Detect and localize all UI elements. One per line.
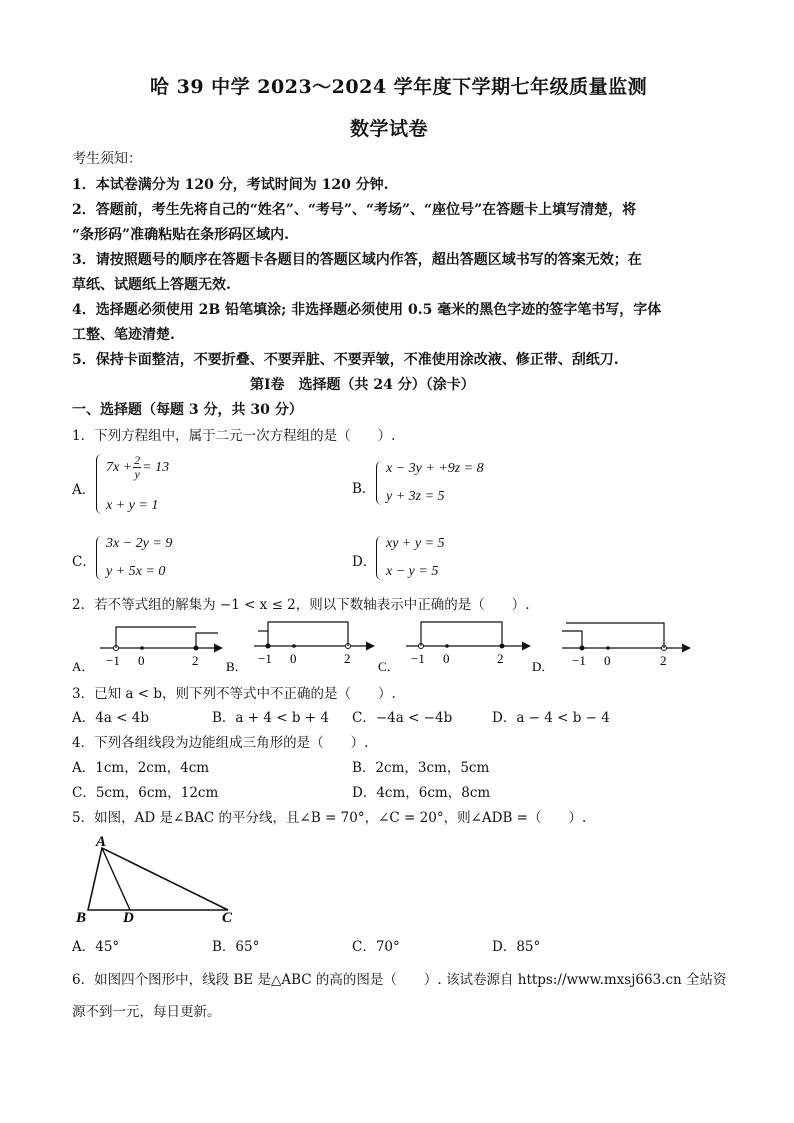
q1-option-b-system — [376, 461, 484, 505]
notice-line: 3．请按照题号的顺序在答题卡各题目的答题区域内作答，超出答题区域书写的答案无效；在 — [72, 252, 642, 268]
q5-triangle-figure — [72, 830, 252, 930]
q1-option-d-label: D． — [352, 554, 377, 570]
notice-line: 工整、笔迹清楚. — [72, 327, 175, 343]
q1-option-a-system — [96, 454, 169, 514]
q3-option-b: B．a + 4 < b + 4 — [212, 710, 329, 726]
notice-line: 5．保持卡面整洁，不要折叠、不要弄脏、不要弄皱，不准使用涂改液、修正带、刮纸刀. — [72, 352, 619, 368]
q2-option-c-label: C． — [378, 659, 400, 674]
q4-option-d: D．4cm，6cm，8cm — [352, 785, 491, 801]
section-title: 第Ⅰ卷 选择题（共 24 分）（涂卡） — [250, 377, 475, 393]
notice-line: 1．本试卷满分为 120 分，考试时间为 120 分钟. — [72, 177, 389, 193]
q1-option-b-label: B． — [352, 481, 376, 497]
interval-mark — [268, 622, 348, 646]
vertex-label-c: C — [222, 910, 233, 926]
tick-label: 2 — [660, 653, 667, 668]
q2-option-a-label: A． — [72, 659, 95, 674]
q6-stem: 6．如图四个图形中，线段 BE 是△ABC 的高的图是（ ）. 该试卷源自 https://www.mxsj663.cn 全站资 — [72, 972, 727, 988]
notice-line: 2．答题前，考生先将自己的“姓名”、“考号”、“考场”、“座位号”在答题卡上填写清楚，将 — [72, 202, 637, 218]
q5-option-a: A．45° — [72, 939, 120, 955]
brace — [376, 536, 382, 580]
q3-option-a: A．4a < 4b — [72, 710, 150, 726]
brace — [96, 454, 102, 514]
vertex-label-a: A — [96, 834, 107, 850]
q3-option-c: C．−4a < −4b — [352, 710, 453, 726]
interval-mark — [421, 622, 502, 646]
exam-subtitle: 数学试卷 — [350, 118, 429, 140]
triangle-abc — [88, 848, 228, 910]
q4-option-c: C．5cm，6cm，12cm — [72, 785, 219, 801]
angle-bisector-ad — [102, 848, 130, 910]
q2-stem: 2．若不等式组的解集为 −1 < x ≤ 2，则以下数轴表示中正确的是（ ）. — [72, 597, 530, 613]
section-heading: 一、选择题（每题 3 分，共 30 分） — [72, 402, 303, 418]
q6-stem-continued: 源不到一元，每日更新。 — [72, 1004, 221, 1020]
eq: x + y = 1 — [106, 498, 159, 513]
notice-line: 4．选择题必须使用 2B 铅笔填涂; 非选择题必须使用 0.5 毫米的黑色字迹的签字笔书写，字体 — [72, 302, 662, 318]
eq: y + 3z = 5 — [386, 489, 445, 504]
tick-point — [606, 646, 610, 650]
q1-stem: 1．下列方程组中，属于二元一次方程组的是（ ）. — [72, 428, 396, 444]
q5-stem: 5．如图，AD 是∠BAC 的平分线，且∠B = 70°，∠C = 20°，则∠ADB =（ ）. — [72, 810, 587, 826]
interval-mark — [116, 627, 196, 648]
vertex-label-b: B — [76, 910, 87, 926]
eq: x − 3y + +9z = 8 — [386, 461, 484, 476]
fraction — [133, 454, 141, 481]
tick-label: −1 — [258, 651, 272, 666]
interval-mark — [562, 631, 582, 648]
tick-label: 0 — [138, 653, 145, 668]
notice-line: 草纸、试题纸上答题无效. — [72, 277, 231, 293]
q1-option-d-system — [376, 536, 445, 580]
notice-line: “条形码”准确粘贴在条形码区域内. — [72, 227, 289, 243]
tick-label: 2 — [192, 653, 199, 668]
fraction-numerator: 2 — [134, 453, 141, 467]
tick-label: −1 — [106, 653, 120, 668]
eq: 7x + — [106, 459, 133, 475]
eq: 3x − 2y = 9 — [106, 536, 173, 551]
q1-option-a-label: A． — [72, 482, 96, 498]
tick-label: 0 — [604, 653, 611, 668]
q1-option-c-label: C． — [72, 554, 96, 570]
q4-stem: 4．下列各组线段为边能组成三角形的是（ ）. — [72, 735, 369, 751]
eq: = 13 — [142, 459, 170, 475]
tick-label: 0 — [290, 651, 297, 666]
q5-option-b: B．65° — [212, 939, 260, 955]
q4-option-b: B．2cm，3cm，5cm — [352, 760, 490, 776]
q5-option-d: D．85° — [492, 939, 541, 955]
interval-mark — [196, 633, 218, 648]
q1-option-c-system — [96, 536, 172, 580]
fraction-denominator: y — [134, 467, 140, 481]
q4-option-a: A．1cm，2cm，4cm — [72, 760, 210, 776]
tick-label: 2 — [344, 651, 351, 666]
q3-option-d: D．a − 4 < b − 4 — [492, 710, 610, 726]
tick-label: 0 — [443, 651, 450, 666]
q2-option-b-label: B． — [226, 659, 248, 674]
q2-number-lines — [0, 617, 794, 677]
exam-title: 哈 39 中学 2023～2024 学年度下学期七年级质量监测 — [150, 76, 648, 98]
q5-option-c: C．70° — [352, 939, 400, 955]
point-label-d: D — [123, 910, 134, 926]
tick-label: 2 — [497, 651, 504, 666]
tick-point — [140, 646, 144, 650]
tick-point — [445, 644, 449, 648]
interval-mark — [566, 623, 664, 648]
tick-label: −1 — [411, 651, 425, 666]
q2-option-d-label: D． — [532, 659, 555, 674]
eq: y + 5x = 0 — [106, 564, 166, 579]
eq: x − y = 5 — [386, 564, 439, 579]
tick-point — [292, 644, 296, 648]
brace — [376, 461, 382, 505]
q3-stem: 3．已知 a < b，则下列不等式中不正确的是（ ）. — [72, 686, 396, 702]
eq: xy + y = 5 — [386, 536, 445, 551]
brace — [96, 536, 102, 580]
notice-heading: 考生须知： — [72, 151, 142, 167]
tick-label: −1 — [572, 653, 586, 668]
